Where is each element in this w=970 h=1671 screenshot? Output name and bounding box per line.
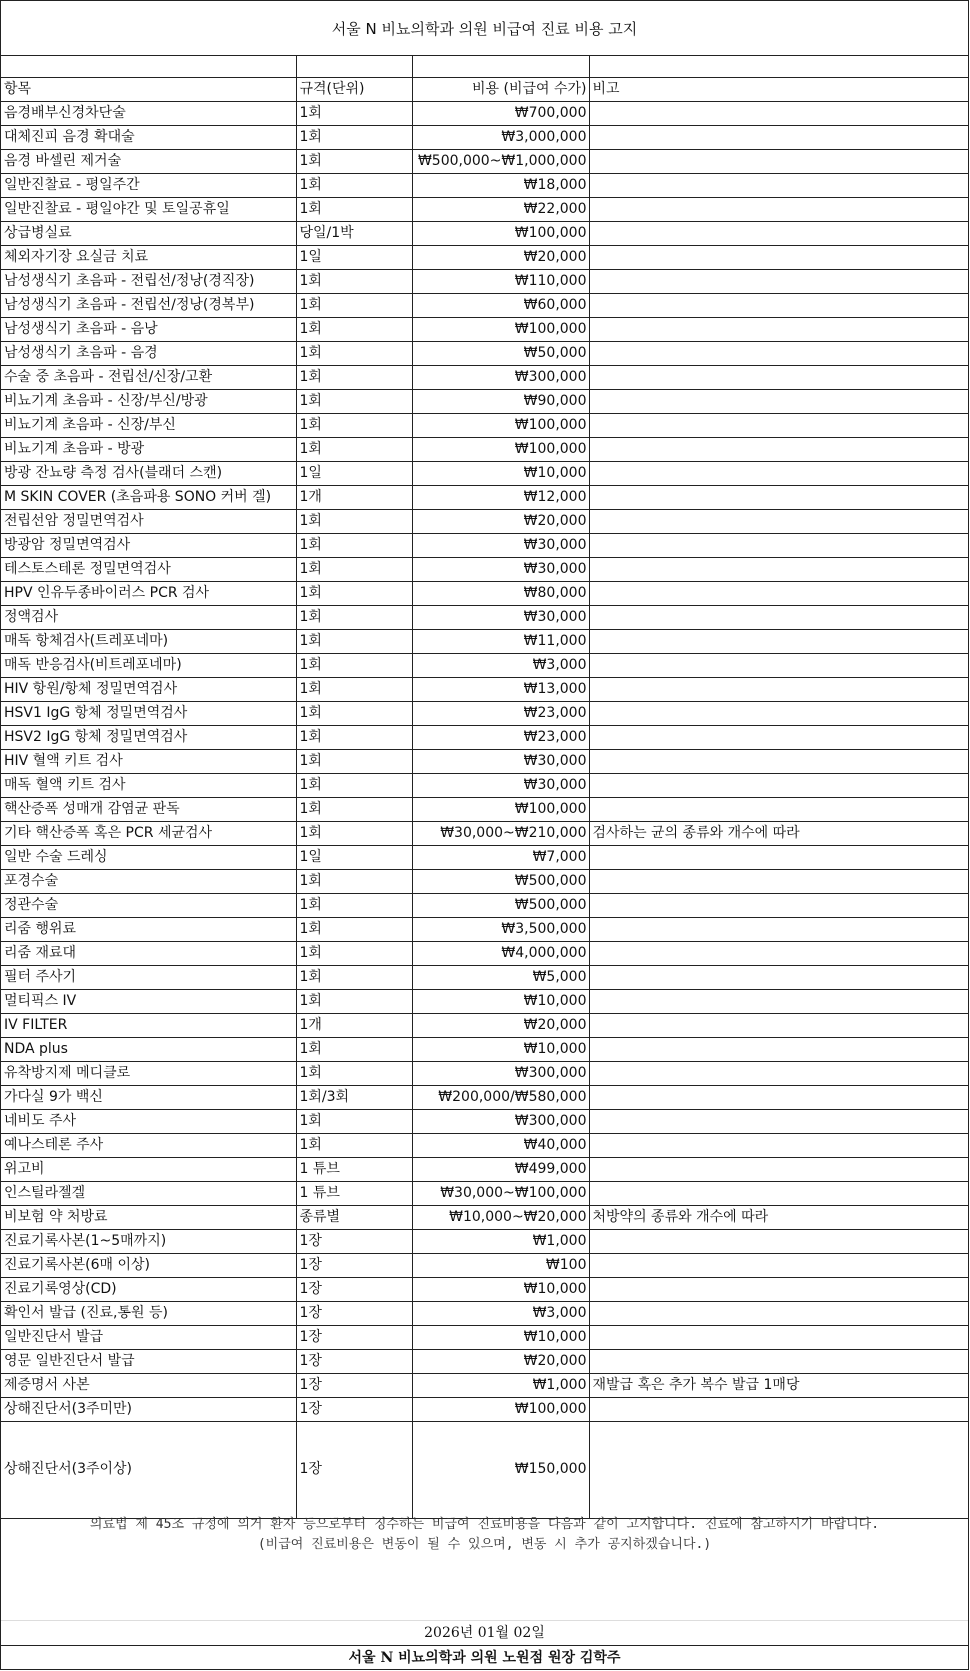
row-note (589, 341, 968, 365)
row-note: 처방약의 종류와 개수에 따라 (589, 1205, 968, 1229)
row-cost: ₩30,000 (412, 749, 589, 773)
table-row (1, 1229, 968, 1253)
row-cost: ₩30,000 (412, 605, 589, 629)
table-row (1, 1373, 968, 1397)
row-cost: ₩5,000 (412, 965, 589, 989)
notice-date: 2026년 01월 02일 (1, 1620, 968, 1645)
row-cost: ₩3,500,000 (412, 917, 589, 941)
header-unit: 규격(단위) (296, 77, 412, 101)
row-unit: 1장 (296, 1301, 412, 1325)
row-note (589, 1301, 968, 1325)
row-cost: ₩100,000 (412, 413, 589, 437)
row-item: 방광 잔뇨량 측정 검사(블래더 스캔) (1, 461, 296, 485)
table-row (1, 365, 968, 389)
row-note (589, 461, 968, 485)
row-unit: 1회 (296, 701, 412, 725)
row-item: 예나스테론 주사 (1, 1133, 296, 1157)
row-note (589, 269, 968, 293)
row-unit: 1장 (296, 1397, 412, 1421)
row-cost: ₩20,000 (412, 245, 589, 269)
row-cost: ₩150,000 (412, 1421, 589, 1518)
row-item: 전립선암 정밀면역검사 (1, 509, 296, 533)
row-item: 매독 반응검사(비트레포네마) (1, 653, 296, 677)
row-unit: 1회 (296, 581, 412, 605)
row-note (589, 989, 968, 1013)
row-unit: 1회 (296, 1109, 412, 1133)
row-unit: 1회 (296, 1061, 412, 1085)
row-cost: ₩3,000 (412, 653, 589, 677)
row-note (589, 101, 968, 125)
table-row (1, 1157, 968, 1181)
row-item: 가다실 9가 백신 (1, 1085, 296, 1109)
row-cost: ₩11,000 (412, 629, 589, 653)
row-unit: 1회/3회 (296, 1085, 412, 1109)
row-note (589, 581, 968, 605)
row-cost: ₩10,000 (412, 1277, 589, 1301)
row-item: 포경수술 (1, 869, 296, 893)
row-note (589, 773, 968, 797)
row-note (589, 1061, 968, 1085)
row-note (589, 1133, 968, 1157)
table-row (1, 797, 968, 821)
table-row (1, 413, 968, 437)
table-row (1, 197, 968, 221)
row-cost: ₩500,000 (412, 869, 589, 893)
table-row (1, 821, 968, 845)
row-note (589, 1157, 968, 1181)
document-title: 서울 N 비뇨의학과 의원 비급여 진료 비용 고지 (1, 1, 968, 56)
row-note (589, 365, 968, 389)
table-row (1, 629, 968, 653)
row-note (589, 149, 968, 173)
table-row (1, 941, 968, 965)
row-unit: 1장 (296, 1277, 412, 1301)
row-unit: 1회 (296, 173, 412, 197)
table-row (1, 341, 968, 365)
row-unit: 1개 (296, 1013, 412, 1037)
row-cost: ₩18,000 (412, 173, 589, 197)
row-note (589, 941, 968, 965)
row-note: 재발급 혹은 추가 복수 발급 1매당 (589, 1373, 968, 1397)
row-item: 남성생식기 초음파 - 음경 (1, 341, 296, 365)
row-item: 영문 일반진단서 발급 (1, 1349, 296, 1373)
table-row (1, 1349, 968, 1373)
table-row (1, 1013, 968, 1037)
row-note (589, 1037, 968, 1061)
row-unit: 1회 (296, 869, 412, 893)
row-item: 리줌 재료대 (1, 941, 296, 965)
table-row (1, 149, 968, 173)
row-cost: ₩10,000 (412, 989, 589, 1013)
row-note (589, 1109, 968, 1133)
row-cost: ₩30,000 (412, 533, 589, 557)
row-item: 비보험 약 처방료 (1, 1205, 296, 1229)
header-row (1, 77, 968, 101)
row-note (589, 605, 968, 629)
row-item: 테스토스테론 정밀면역검사 (1, 557, 296, 581)
row-unit: 1회 (296, 437, 412, 461)
row-unit: 1회 (296, 317, 412, 341)
row-item: 상해진단서(3주이상) (1, 1421, 296, 1518)
row-unit: 1 튜브 (296, 1157, 412, 1181)
row-note (589, 797, 968, 821)
row-item: 제증명서 사본 (1, 1373, 296, 1397)
row-item: HSV2 IgG 항체 정밀면역검사 (1, 725, 296, 749)
table-row (1, 485, 968, 509)
row-item: 남성생식기 초음파 - 음낭 (1, 317, 296, 341)
row-note (589, 893, 968, 917)
table-row (1, 509, 968, 533)
table-row (1, 1205, 968, 1229)
table-row (1, 1061, 968, 1085)
row-item: 수술 중 초음파 - 전립선/신장/고환 (1, 365, 296, 389)
table-row (1, 1181, 968, 1205)
row-unit: 1회 (296, 1133, 412, 1157)
row-unit: 1회 (296, 677, 412, 701)
table-row (1, 989, 968, 1013)
row-cost: ₩200,000/₩580,000 (412, 1085, 589, 1109)
row-cost: ₩100 (412, 1253, 589, 1277)
fee-table (1, 55, 968, 1519)
legal-notice (1, 1515, 968, 1555)
table-row (1, 269, 968, 293)
row-cost: ₩60,000 (412, 293, 589, 317)
row-cost: ₩300,000 (412, 1061, 589, 1085)
row-unit: 1회 (296, 749, 412, 773)
table-row (1, 1037, 968, 1061)
row-unit: 1회 (296, 725, 412, 749)
row-item: HSV1 IgG 항체 정밀면역검사 (1, 701, 296, 725)
table-row (1, 221, 968, 245)
row-note (589, 125, 968, 149)
header-note: 비고 (589, 77, 968, 101)
row-note (589, 1349, 968, 1373)
row-note (589, 653, 968, 677)
row-note (589, 221, 968, 245)
row-unit: 1회 (296, 125, 412, 149)
row-unit: 1장 (296, 1373, 412, 1397)
row-note (589, 197, 968, 221)
row-cost: ₩100,000 (412, 1397, 589, 1421)
row-cost: ₩20,000 (412, 1349, 589, 1373)
row-item: 정액검사 (1, 605, 296, 629)
row-unit: 1회 (296, 653, 412, 677)
row-item: 인스틸라젤겔 (1, 1181, 296, 1205)
row-unit: 1회 (296, 821, 412, 845)
row-unit: 1일 (296, 245, 412, 269)
row-note (589, 965, 968, 989)
row-unit: 1회 (296, 341, 412, 365)
row-unit: 1회 (296, 365, 412, 389)
row-unit: 1회 (296, 605, 412, 629)
row-cost: ₩20,000 (412, 1013, 589, 1037)
row-note (589, 557, 968, 581)
table-row (1, 389, 968, 413)
row-unit: 당일/1박 (296, 221, 412, 245)
table-row (1, 1325, 968, 1349)
row-item: 매독 항체검사(트레포네마) (1, 629, 296, 653)
row-item: 네비도 주사 (1, 1109, 296, 1133)
row-item: 방광암 정밀면역검사 (1, 533, 296, 557)
row-unit: 1회 (296, 413, 412, 437)
row-cost: ₩500,000~₩1,000,000 (412, 149, 589, 173)
row-note (589, 677, 968, 701)
row-item: 핵산증폭 성매개 감염균 판독 (1, 797, 296, 821)
table-row (1, 845, 968, 869)
row-note (589, 629, 968, 653)
row-unit: 1회 (296, 101, 412, 125)
table-row (1, 1085, 968, 1109)
row-item: 유착방지제 메디클로 (1, 1061, 296, 1085)
row-cost: ₩500,000 (412, 893, 589, 917)
table-row (1, 701, 968, 725)
row-cost: ₩12,000 (412, 485, 589, 509)
row-note (589, 1181, 968, 1205)
row-unit: 1일 (296, 461, 412, 485)
row-cost: ₩300,000 (412, 1109, 589, 1133)
table-row (1, 1397, 968, 1421)
table-row (1, 461, 968, 485)
row-item: M SKIN COVER (초음파용 SONO 커버 겔) (1, 485, 296, 509)
row-unit: 1회 (296, 893, 412, 917)
row-cost: ₩499,000 (412, 1157, 589, 1181)
row-cost: ₩110,000 (412, 269, 589, 293)
row-item: 멀티픽스 IV (1, 989, 296, 1013)
row-item: 기타 핵산증폭 혹은 PCR 세균검사 (1, 821, 296, 845)
row-cost: ₩30,000~₩210,000 (412, 821, 589, 845)
row-cost: ₩10,000 (412, 461, 589, 485)
row-unit: 1회 (296, 1037, 412, 1061)
table-row (1, 869, 968, 893)
row-item: 비뇨기계 초음파 - 신장/부신/방광 (1, 389, 296, 413)
row-item: 위고비 (1, 1157, 296, 1181)
row-cost: ₩13,000 (412, 677, 589, 701)
row-item: 정관수술 (1, 893, 296, 917)
row-note (589, 1397, 968, 1421)
row-unit: 1회 (296, 989, 412, 1013)
row-item: 진료기록사본(1~5매까지) (1, 1229, 296, 1253)
row-cost: ₩20,000 (412, 509, 589, 533)
row-item: HIV 혈액 키트 검사 (1, 749, 296, 773)
row-cost: ₩100,000 (412, 221, 589, 245)
table-row (1, 245, 968, 269)
table-row (1, 557, 968, 581)
row-unit: 1회 (296, 269, 412, 293)
row-unit: 1회 (296, 797, 412, 821)
row-item: 매독 혈액 키트 검사 (1, 773, 296, 797)
row-cost: ₩23,000 (412, 725, 589, 749)
table-row (1, 773, 968, 797)
row-cost: ₩300,000 (412, 365, 589, 389)
table-row (1, 293, 968, 317)
row-unit: 1회 (296, 557, 412, 581)
row-unit: 1회 (296, 533, 412, 557)
row-item: 일반진찰료 - 평일주간 (1, 173, 296, 197)
row-item: HPV 인유두종바이러스 PCR 검사 (1, 581, 296, 605)
row-item: 남성생식기 초음파 - 전립선/정낭(경복부) (1, 293, 296, 317)
row-note (589, 317, 968, 341)
row-item: 상급병실료 (1, 221, 296, 245)
row-unit: 1 튜브 (296, 1181, 412, 1205)
row-item: 음경 바셀린 제거술 (1, 149, 296, 173)
row-unit: 1장 (296, 1253, 412, 1277)
row-unit: 1일 (296, 845, 412, 869)
row-unit: 1장 (296, 1349, 412, 1373)
table-row (1, 1253, 968, 1277)
row-note (589, 845, 968, 869)
row-note (589, 437, 968, 461)
table-row (1, 317, 968, 341)
table-row (1, 893, 968, 917)
table-row (1, 125, 968, 149)
row-cost: ₩30,000 (412, 773, 589, 797)
row-item: 진료기록사본(6매 이상) (1, 1253, 296, 1277)
row-unit: 1회 (296, 917, 412, 941)
row-item: 상해진단서(3주미만) (1, 1397, 296, 1421)
row-unit: 종류별 (296, 1205, 412, 1229)
table-row (1, 917, 968, 941)
table-row (1, 965, 968, 989)
row-note (589, 701, 968, 725)
table-row (1, 437, 968, 461)
notice-line-1: 의료법 제 45조 규정에 의거 환자 등으로부터 징수하는 비급여 진료비용을 다음과 같이 고지합니다. 진료에 참고하시기 바랍니다. (89, 1517, 880, 1532)
clinic-signature: 서울 N 비뇨의학과 의원 노원점 원장 김학주 (1, 1645, 968, 1670)
row-cost: ₩30,000 (412, 557, 589, 581)
header-item: 항목 (1, 77, 296, 101)
table-row (1, 605, 968, 629)
row-cost: ₩10,000~₩20,000 (412, 1205, 589, 1229)
row-cost: ₩3,000,000 (412, 125, 589, 149)
row-note (589, 1325, 968, 1349)
row-cost: ₩100,000 (412, 317, 589, 341)
row-note (589, 749, 968, 773)
row-note (589, 509, 968, 533)
table-row (1, 653, 968, 677)
table-row (1, 581, 968, 605)
row-item: 확인서 발급 (진료,통원 등) (1, 1301, 296, 1325)
row-note (589, 293, 968, 317)
table-row (1, 1109, 968, 1133)
row-item: 음경배부신경차단술 (1, 101, 296, 125)
table-row (1, 533, 968, 557)
row-cost: ₩4,000,000 (412, 941, 589, 965)
blank-row (1, 55, 968, 77)
row-note (589, 1013, 968, 1037)
table-row (1, 677, 968, 701)
row-unit: 1회 (296, 293, 412, 317)
row-item: 필터 주사기 (1, 965, 296, 989)
row-note (589, 1277, 968, 1301)
table-row (1, 1277, 968, 1301)
table-row (1, 749, 968, 773)
row-note (589, 413, 968, 437)
row-note (589, 173, 968, 197)
row-unit: 1회 (296, 629, 412, 653)
header-cost: 비용 (비급여 수가) (412, 77, 589, 101)
row-unit: 1회 (296, 197, 412, 221)
row-cost: ₩700,000 (412, 101, 589, 125)
table-row (1, 1133, 968, 1157)
row-cost: ₩50,000 (412, 341, 589, 365)
row-note: 검사하는 균의 종류와 개수에 따라 (589, 821, 968, 845)
row-cost: ₩22,000 (412, 197, 589, 221)
row-note (589, 869, 968, 893)
row-item: 진료기록영상(CD) (1, 1277, 296, 1301)
row-item: HIV 항원/항체 정밀면역검사 (1, 677, 296, 701)
notice-line-2: (비급여 진료비용은 변동이 될 수 있으며, 변동 시 추가 공지하겠습니다.) (257, 1537, 712, 1552)
row-cost: ₩30,000~₩100,000 (412, 1181, 589, 1205)
row-item: 비뇨기계 초음파 - 방광 (1, 437, 296, 461)
row-unit: 1회 (296, 389, 412, 413)
row-cost: ₩23,000 (412, 701, 589, 725)
row-note (589, 485, 968, 509)
row-cost: ₩1,000 (412, 1229, 589, 1253)
row-note (589, 1085, 968, 1109)
row-item: 비뇨기계 초음파 - 신장/부신 (1, 413, 296, 437)
row-unit: 1장 (296, 1421, 412, 1518)
row-note (589, 1421, 968, 1518)
row-unit: 1장 (296, 1325, 412, 1349)
row-item: 일반진단서 발급 (1, 1325, 296, 1349)
table-row (1, 1301, 968, 1325)
row-unit: 1회 (296, 509, 412, 533)
row-unit: 1회 (296, 149, 412, 173)
row-cost: ₩100,000 (412, 437, 589, 461)
row-unit: 1장 (296, 1229, 412, 1253)
row-item: 일반 수술 드레싱 (1, 845, 296, 869)
table-row (1, 101, 968, 125)
row-unit: 1회 (296, 941, 412, 965)
table-row (1, 173, 968, 197)
row-note (589, 725, 968, 749)
row-item: 남성생식기 초음파 - 전립선/정낭(경직장) (1, 269, 296, 293)
row-unit: 1회 (296, 773, 412, 797)
row-cost: ₩10,000 (412, 1325, 589, 1349)
row-item: 대체진피 음경 확대술 (1, 125, 296, 149)
row-cost: ₩3,000 (412, 1301, 589, 1325)
row-note (589, 1229, 968, 1253)
row-note (589, 1253, 968, 1277)
row-item: 리줌 행위료 (1, 917, 296, 941)
row-note (589, 389, 968, 413)
row-cost: ₩10,000 (412, 1037, 589, 1061)
row-unit: 1개 (296, 485, 412, 509)
row-note (589, 533, 968, 557)
row-cost: ₩100,000 (412, 797, 589, 821)
row-cost: ₩80,000 (412, 581, 589, 605)
row-item: NDA plus (1, 1037, 296, 1061)
row-item: 체외자기장 요실금 치료 (1, 245, 296, 269)
row-cost: ₩1,000 (412, 1373, 589, 1397)
row-item: IV FILTER (1, 1013, 296, 1037)
row-cost: ₩7,000 (412, 845, 589, 869)
row-note (589, 917, 968, 941)
table-row (1, 725, 968, 749)
row-unit: 1회 (296, 965, 412, 989)
row-item: 일반진찰료 - 평일야간 및 토일공휴일 (1, 197, 296, 221)
row-cost: ₩90,000 (412, 389, 589, 413)
table-row (1, 1421, 968, 1518)
row-note (589, 245, 968, 269)
row-cost: ₩40,000 (412, 1133, 589, 1157)
